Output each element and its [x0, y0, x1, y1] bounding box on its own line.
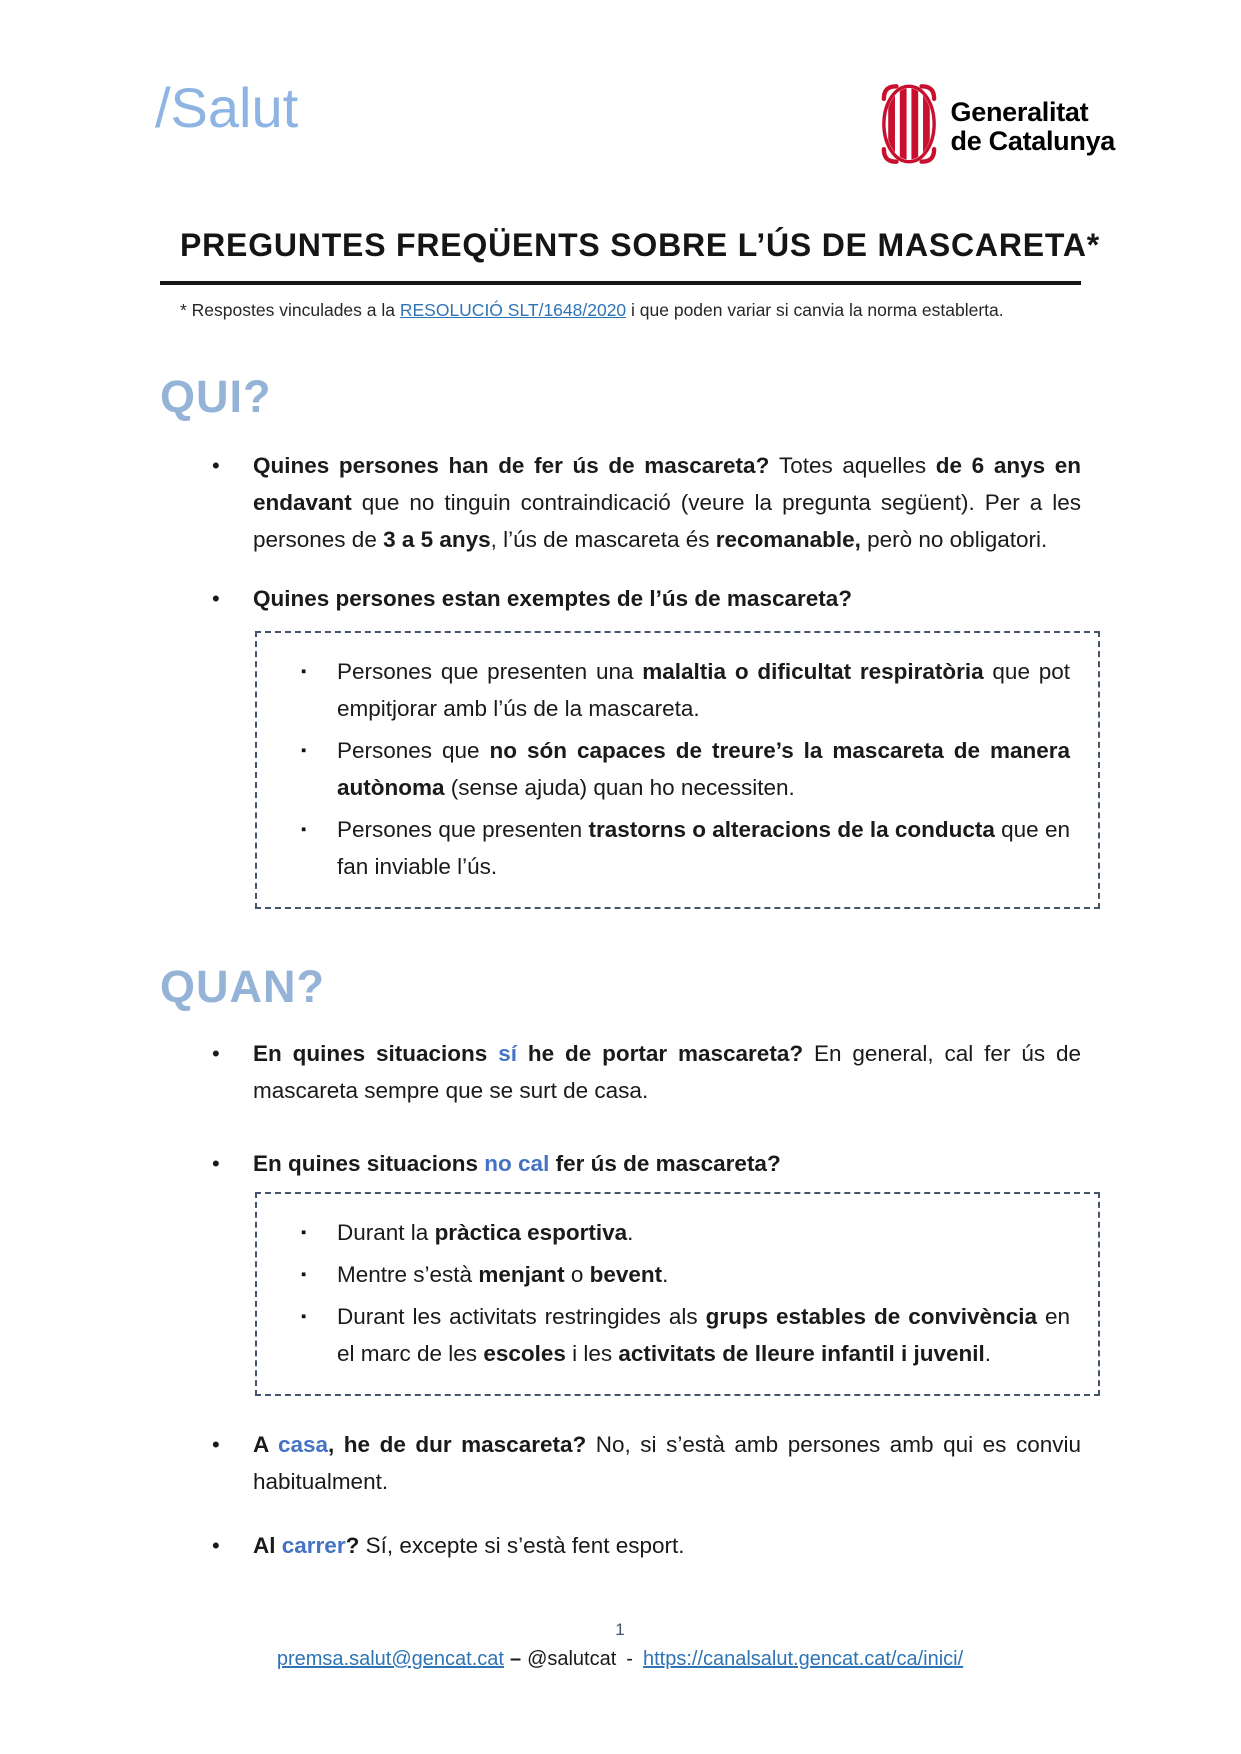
situation-text: Durant la pràctica esportiva.: [337, 1220, 634, 1245]
question-text: Quines persones han de fer ús de mascareta? Totes aquelles de 6 anys en endavant que no tinguin contraindicació (veure la pregunta següent). Per a les persones de 3 a 5 anys, l’ús de mascareta és recomanable, però no obligatori.: [253, 453, 1082, 552]
page-header: [0, 0, 1241, 171]
twitter-handle: @salutcat: [527, 1648, 617, 1670]
bullet-item-at-home: [212, 1426, 1081, 1500]
exemptions-box: [255, 631, 1100, 909]
bullet-item-on-street: [212, 1527, 1081, 1564]
question-text: A casa, he de dur mascareta? No, si s’està amb persones amb qui es conviu habitualment.: [253, 1432, 1081, 1494]
situation-item: [301, 1256, 1070, 1293]
page-number: 1: [615, 1620, 625, 1639]
generalitat-shield-icon: [880, 82, 938, 171]
square-bullet-icon: ▪: [301, 1266, 307, 1283]
exemption-item: [301, 811, 1070, 885]
exemption-item: [301, 732, 1070, 806]
generalitat-logo-line2: de Catalunya: [950, 125, 1115, 156]
situation-text: Durant les activitats restringides als grups estables de convivència en el marc de les escoles i les activitats de lleure infantil i juvenil.: [337, 1304, 1070, 1366]
resolution-link[interactable]: RESOLUCIÓ SLT/1648/2020: [399, 300, 627, 320]
section-heading-qui: QUI?: [160, 371, 272, 422]
square-bullet-icon: ▪: [301, 1308, 307, 1325]
bullet-icon: •: [212, 1533, 220, 1558]
bullet-icon: •: [212, 1151, 220, 1176]
footer-separator: –: [509, 1648, 522, 1670]
situation-item: [301, 1214, 1070, 1251]
generalitat-logo-text: [951, 98, 1115, 156]
website-link[interactable]: https://canalsalut.gencat.cat/ca/inici/: [642, 1648, 964, 1670]
bullet-icon: •: [212, 1041, 220, 1066]
subtitle: [180, 300, 1081, 321]
situation-text: Mentre s’està menjant o bevent.: [337, 1262, 669, 1287]
question-text: Al carrer? Sí, excepte si s’està fent esport.: [253, 1533, 685, 1558]
email-link[interactable]: premsa.salut@gencat.cat: [276, 1648, 504, 1670]
bullet-item-who-must-wear: [212, 447, 1081, 558]
exemption-item: [301, 653, 1070, 727]
bullet-item-when-yes: [212, 1035, 1081, 1109]
generalitat-logo-line1: Generalitat: [950, 96, 1089, 127]
square-bullet-icon: ▪: [301, 742, 307, 759]
subtitle-suffix: i que poden variar si canvia la norma establerta.: [626, 300, 1004, 320]
no-mask-situations-box: [255, 1192, 1100, 1396]
title-underline: [160, 281, 1081, 285]
bullet-item-who-exempt: [212, 580, 1081, 617]
bullet-item-when-no: [212, 1145, 1081, 1182]
section-heading-quan: QUAN?: [160, 961, 325, 1012]
exemption-text: Persones que no són capaces de treure’s la mascareta de manera autònoma (sense ajuda) quan ho necessiten.: [337, 738, 1070, 800]
bullet-icon: •: [212, 453, 220, 478]
bullet-icon: •: [212, 1432, 220, 1457]
footer-separator: -: [626, 1648, 633, 1670]
subtitle-prefix: * Respostes vinculades a la: [180, 300, 400, 320]
footer-links: [100, 1648, 1140, 1671]
question-text: En quines situacions no cal fer ús de mascareta?: [253, 1151, 781, 1176]
exemption-text: Persones que presenten trastorns o alteracions de la conducta que en fan inviable l’ús.: [337, 817, 1070, 879]
generalitat-logo: [880, 82, 1115, 171]
question-text: En quines situacions sí he de portar mascareta? En general, cal fer ús de mascareta sempre que se surt de casa.: [253, 1041, 1081, 1103]
page-title: PREGUNTES FREQÜENTS SOBRE L’ÚS DE MASCARETA*: [180, 227, 1101, 263]
bullet-icon: •: [212, 586, 220, 611]
square-bullet-icon: ▪: [301, 1224, 307, 1241]
question-text: Quines persones estan exemptes de l’ús de mascareta?: [253, 586, 853, 611]
square-bullet-icon: ▪: [301, 663, 307, 680]
situation-item: [301, 1298, 1070, 1372]
exemption-text: Persones que presenten una malaltia o dificultat respiratòria que pot empitjorar amb l’ús de la mascareta.: [337, 659, 1071, 721]
square-bullet-icon: ▪: [301, 821, 307, 838]
salut-logo: /Salut: [155, 76, 299, 139]
title-block: [160, 227, 1101, 321]
